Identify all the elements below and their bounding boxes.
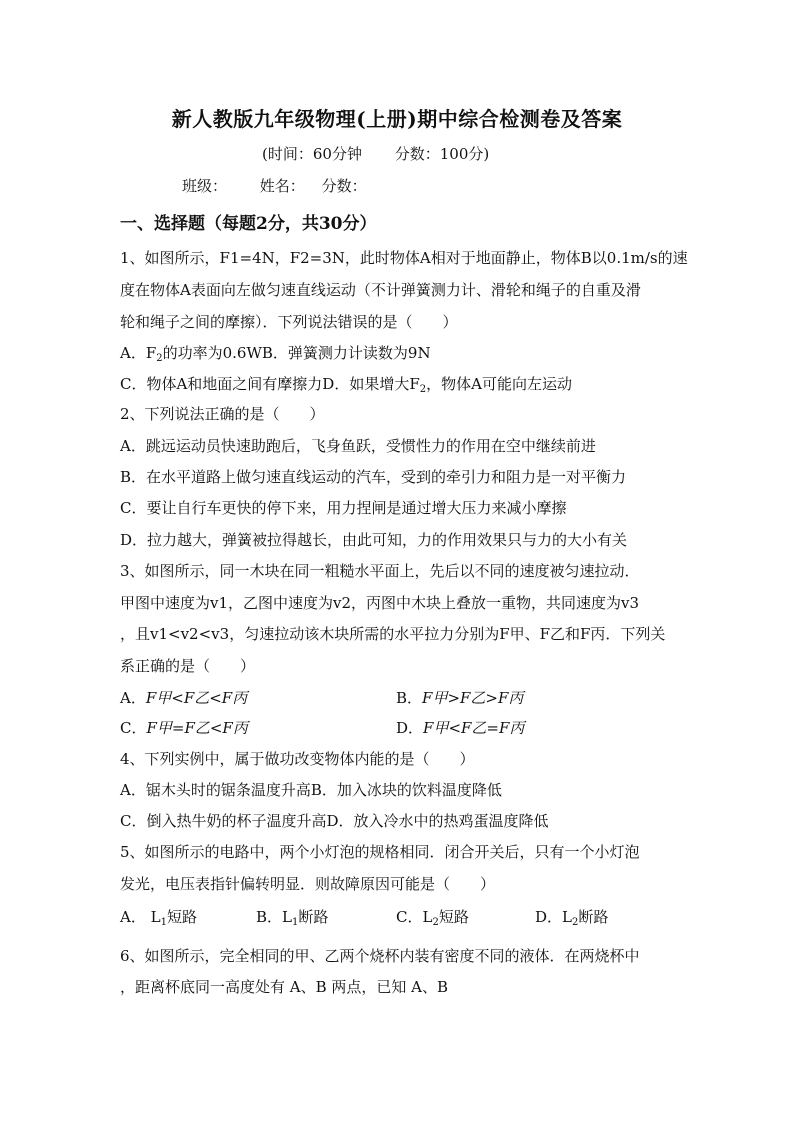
q2-option-d: D．拉力越大，弹簧被拉得越长，由此可知，力的作用效果只与力的大小有关 (120, 531, 628, 549)
q5-option-b: B．$L_1$断路 (256, 908, 329, 928)
q1-line-3: 轮和绳子之间的摩擦）．下列说法错误的是（ ） (120, 313, 458, 331)
q5-line-2: 发光，电压表指针偏转明显．则故障原因可能是（ ） (120, 875, 496, 893)
q5-line-1: 5、如图所示的电路中，两个小灯泡的规格相同．闭合开关后，只有一个小灯泡 (120, 843, 640, 861)
time-info: (时间：60分钟 (262, 145, 362, 163)
q1-line-2: 度在物体A表面向左做匀速直线运动（不计弹簧测力计、滑轮和绳子的自重及滑 (120, 281, 641, 299)
total-score-info: 分数：100分) (394, 145, 490, 163)
q3-option-a: A．F甲<F乙<F丙 (120, 689, 248, 707)
q4-options-ab: A．锯木头时的锯条温度升高B．加入冰块的饮料温度降低 (120, 781, 502, 799)
q3-line-4: 系正确的是（ ） (120, 657, 256, 675)
q6-line-1: 6、如图所示，完全相同的甲、乙两个烧杯内装有密度不同的液体．在两烧杯中 (120, 947, 640, 965)
name-field-label: 姓名： (259, 177, 305, 195)
q3-line-1: 3、如图所示，同一木块在同一粗糙水平面上，先后以不同的速度被匀速拉动． (120, 562, 640, 580)
q5-option-a: A． $L_1$短路 (120, 908, 197, 928)
q5-option-d: D．$L_2$断路 (535, 908, 609, 928)
score-field-label: 分数： (321, 177, 367, 195)
q3-option-d: D．F甲<F乙=F丙 (396, 719, 525, 737)
q6-line-2: ，距离杯底同一高度处有 A、B 两点，已知 A、B (120, 978, 449, 996)
q2-stem: 2、下列说法正确的是（ ） (120, 405, 325, 423)
exam-meta (262, 143, 489, 164)
q4-options-cd: C．倒入热牛奶的杯子温度升高D．放入冷水中的热鸡蛋温度降低 (120, 812, 549, 830)
q3-option-b: B．F甲>F乙>F丙 (396, 689, 524, 707)
page-title: 新人教版九年级物理(上册)期中综合检测卷及答案 (171, 107, 623, 131)
q2-option-c: C．要让自行车更快的停下来，用力捏闸是通过增大压力来减小摩擦 (120, 499, 567, 517)
q1-line-1: 1、如图所示，F1=4N，F2=3N，此时物体A相对于地面静止，物体B以0.1m/s的速 (120, 249, 688, 267)
section-heading-choice: 一、选择题（每题2分，共30分） (120, 214, 377, 234)
class-field-label: 班级： (182, 177, 228, 195)
q2-option-a: A．跳远运动员快速助跑后，飞身鱼跃，受惯性力的作用在空中继续前进 (120, 437, 596, 455)
q5-option-c: C．$L_2$短路 (396, 908, 469, 928)
student-fields (182, 175, 367, 196)
q1-options-ab: A．$F_2$的功率为0.6WB．弹簧测力计读数为9N (120, 344, 431, 364)
q3-option-c: C．F甲=F乙<F丙 (120, 719, 248, 737)
q3-line-3: ，且v1<v2<v3，匀速拉动该木块所需的水平拉力分别为F甲、F乙和F丙．下列关 (120, 625, 666, 643)
q4-stem: 4、下列实例中，属于做功改变物体内能的是（ ） (120, 750, 475, 768)
q1-options-cd: C．物体A和地面之间有摩擦力D．如果增大$F_2$，物体A可能向左运动 (120, 375, 572, 395)
q3-line-2: 甲图中速度为v1，乙图中速度为v2，丙图中木块上叠放一重物，共同速度为v3 (120, 594, 640, 612)
q2-option-b: B．在水平道路上做匀速直线运动的汽车，受到的牵引力和阻力是一对平衡力 (120, 468, 627, 486)
